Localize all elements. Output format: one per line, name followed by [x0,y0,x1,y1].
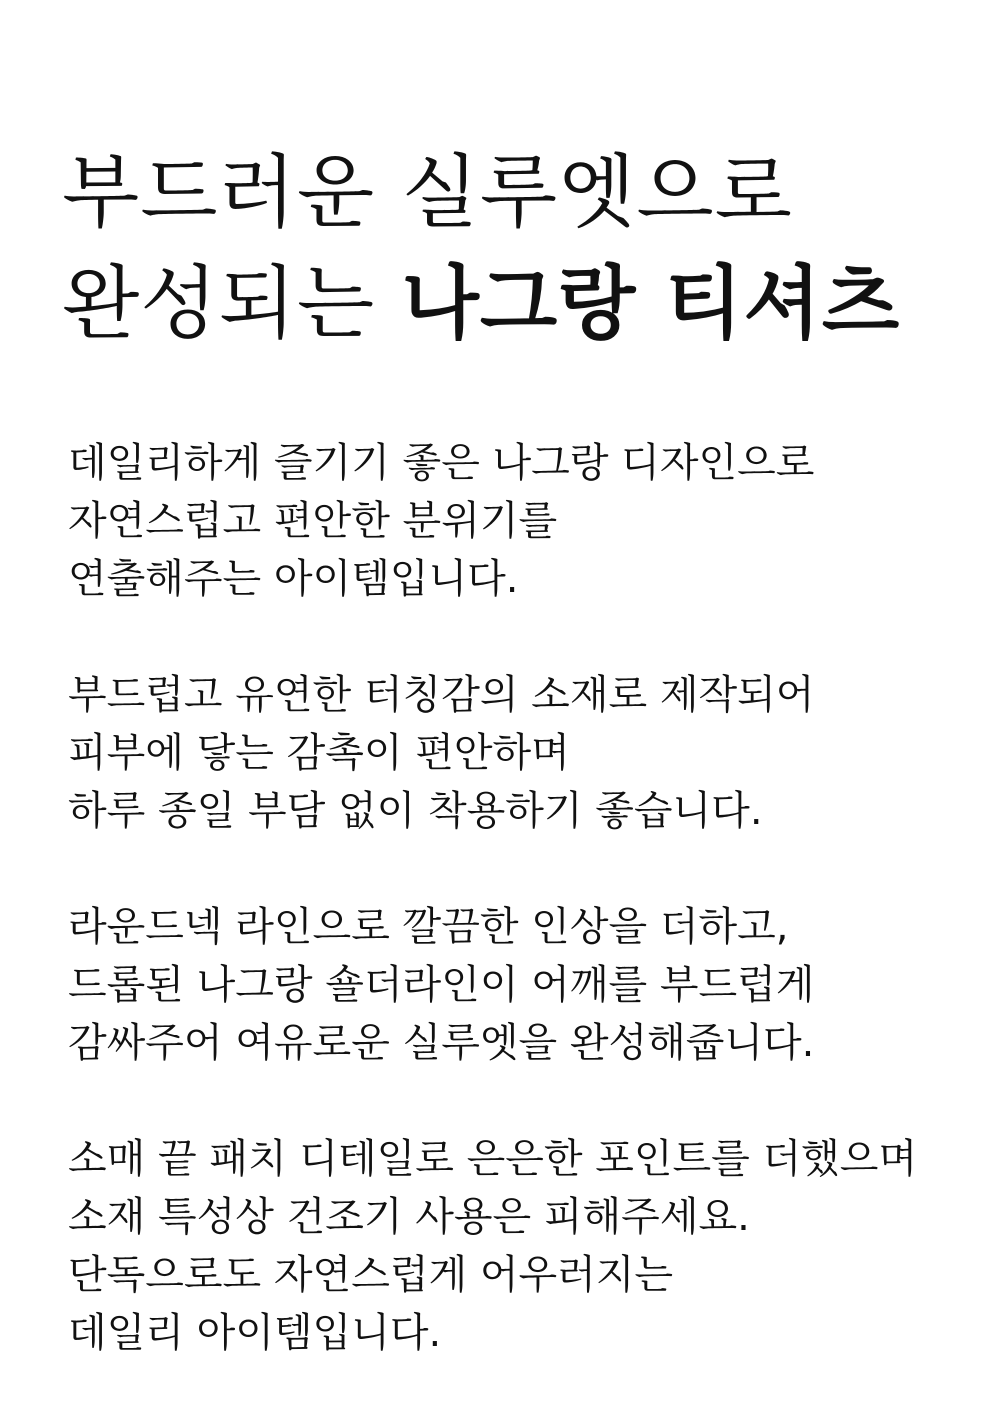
paragraph-line: 부드럽고 유연한 터칭감의 소재로 제작되어 [68,672,815,718]
paragraph-line: 라운드넥 라인으로 깔끔한 인상을 더하고, [68,904,789,950]
description-body [68,434,968,1420]
paragraph-line: 자연스럽고 편안한 분위기를 [68,498,558,544]
paragraph-line: 소재 특성상 건조기 사용은 피해주세요. [68,1194,750,1240]
headline-line-2 [62,248,900,359]
paragraph-line: 피부에 닿는 감촉이 편안하며 [68,730,570,776]
paragraph-material [68,666,968,840]
paragraph-line: 하루 종일 부담 없이 착용하기 좋습니다. [68,788,763,834]
paragraph-fit [68,898,968,1072]
paragraph-line: 데일리하게 즐기기 좋은 나그랑 디자인으로 [68,440,815,486]
paragraph-line: 감싸주어 여유로운 실루엣을 완성해줍니다. [68,1020,815,1066]
paragraph-line: 연출해주는 아이템입니다. [68,556,519,602]
headline [62,138,900,359]
paragraph-line: 데일리 아이템입니다. [68,1310,442,1356]
paragraph-line: 단독으로도 자연스럽게 어우러지는 [68,1252,674,1298]
paragraph-detail-care [68,1130,968,1362]
headline-product-name: 나그랑 티셔츠 [401,256,901,350]
paragraph-design [68,434,968,608]
paragraph-line: 드롭된 나그랑 숄더라인이 어깨를 부드럽게 [68,962,815,1008]
headline-line-1: 부드러운 실루엣으로 [62,146,793,239]
headline-line-2-regular: 완성되는 [62,257,402,350]
paragraph-line: 소매 끝 패치 디테일로 은은한 포인트를 더했으며 [68,1136,918,1182]
